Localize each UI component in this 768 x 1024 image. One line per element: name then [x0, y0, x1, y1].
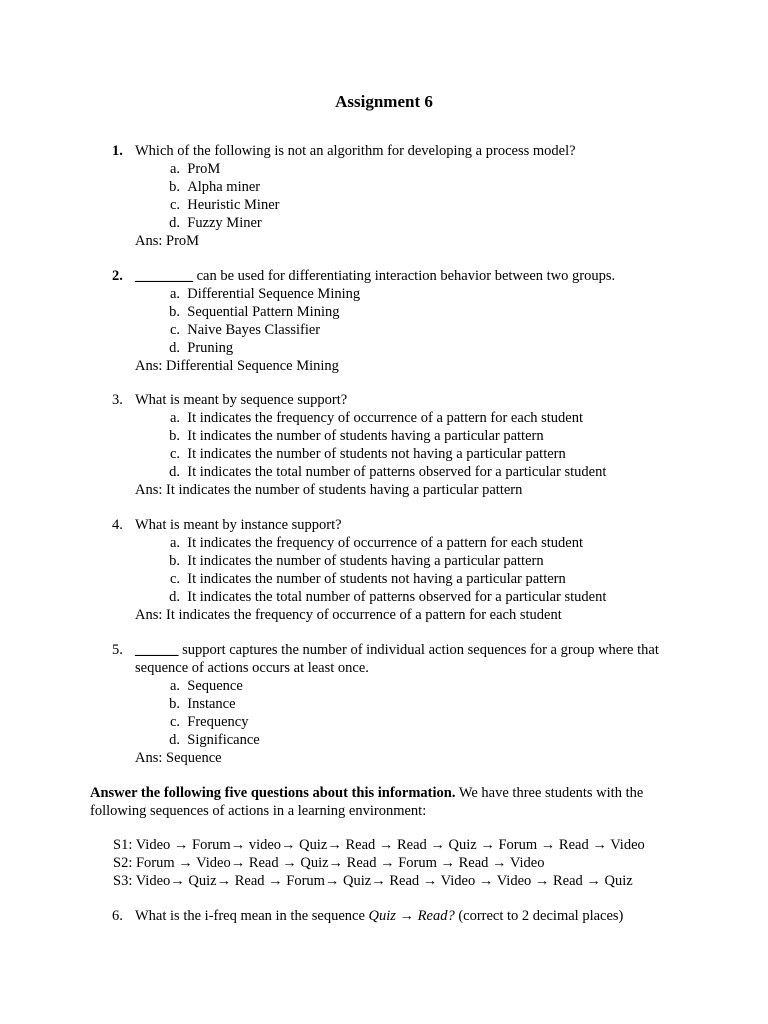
- question-text: What is meant by instance support?: [135, 517, 342, 533]
- option: a. Sequence: [169, 678, 243, 694]
- question-text: What is the i-freq mean in the sequence Quiz → Read? (correct to 2 decimal places): [135, 908, 624, 924]
- blank-line: ________: [135, 268, 193, 284]
- option: a. ProM: [169, 161, 221, 177]
- options-list: [157, 534, 692, 606]
- option: d. Pruning: [169, 340, 234, 356]
- blank-line: ______: [135, 642, 179, 658]
- question-4: [112, 516, 692, 624]
- question-number: 4.: [112, 517, 123, 533]
- sequence-list: [113, 836, 713, 890]
- answer: Ans: Differential Sequence Mining: [135, 358, 339, 374]
- question-text: ________ can be used for differentiating interaction behavior between two groups.: [135, 268, 616, 284]
- question-3: [112, 391, 692, 499]
- option: b. Sequential Pattern Mining: [169, 304, 340, 320]
- answer: Ans: It indicates the number of students having a particular pattern: [135, 482, 523, 498]
- option: a. Differential Sequence Mining: [169, 286, 361, 302]
- option: d. It indicates the total number of patterns observed for a particular student: [169, 589, 607, 605]
- option: b. Alpha miner: [169, 179, 261, 195]
- question-text: ______ support captures the number of individual action sequences for a group where that sequence of actions occurs at least once.: [135, 642, 659, 676]
- option: c. Frequency: [169, 714, 249, 730]
- answer: Ans: It indicates the frequency of occurrence of a pattern for each student: [135, 607, 562, 623]
- answer: Ans: Sequence: [135, 750, 222, 766]
- option: b. It indicates the number of students having a particular pattern: [169, 553, 544, 569]
- option: d. Fuzzy Miner: [169, 215, 262, 231]
- question-5: [112, 641, 692, 767]
- question-text: What is meant by sequence support?: [135, 392, 348, 408]
- question-2: [112, 267, 692, 375]
- options-list: [157, 677, 692, 749]
- sequence-s2: S2: Forum → Video→ Read → Quiz→ Read → Forum → Read → Video: [113, 855, 545, 871]
- option: b. Instance: [169, 696, 236, 712]
- option: c. It indicates the number of students not having a particular pattern: [169, 571, 566, 587]
- option: b. It indicates the number of students having a particular pattern: [169, 428, 544, 444]
- option: d. Significance: [169, 732, 260, 748]
- question-6: [112, 907, 712, 925]
- sequence-s3: S3: Video→ Quiz→ Read → Forum→ Quiz→ Read → Video → Video → Read → Quiz: [113, 873, 633, 889]
- question-number: 1.: [112, 143, 123, 159]
- question-number: 6.: [112, 908, 123, 924]
- sequence-s1: S1: Video → Forum→ video→ Quiz→ Read → Read → Quiz → Forum → Read → Video: [113, 837, 645, 853]
- option: c. It indicates the number of students not having a particular pattern: [169, 446, 566, 462]
- page-title: Assignment 6: [335, 92, 433, 111]
- intro-rest: We have three students with the following sequences of actions in a learning environment:: [90, 785, 644, 819]
- option: d. It indicates the total number of patterns observed for a particular student: [169, 464, 607, 480]
- question-number: 3.: [112, 392, 123, 408]
- option: c. Naive Bayes Classifier: [169, 322, 321, 338]
- options-list: [157, 409, 692, 481]
- question-number: 2.: [112, 268, 123, 284]
- question-1: [112, 142, 692, 250]
- intro-bold: Answer the following five questions about this information.: [90, 785, 456, 801]
- answer: Ans: ProM: [135, 233, 200, 249]
- options-list: [157, 160, 692, 232]
- question-number: 5.: [112, 642, 123, 658]
- question-text: Which of the following is not an algorithm for developing a process model?: [135, 143, 576, 159]
- intro-paragraph: [90, 784, 690, 820]
- option: c. Heuristic Miner: [169, 197, 280, 213]
- options-list: [157, 285, 692, 357]
- option: a. It indicates the frequency of occurrence of a pattern for each student: [169, 410, 583, 426]
- option: a. It indicates the frequency of occurrence of a pattern for each student: [169, 535, 583, 551]
